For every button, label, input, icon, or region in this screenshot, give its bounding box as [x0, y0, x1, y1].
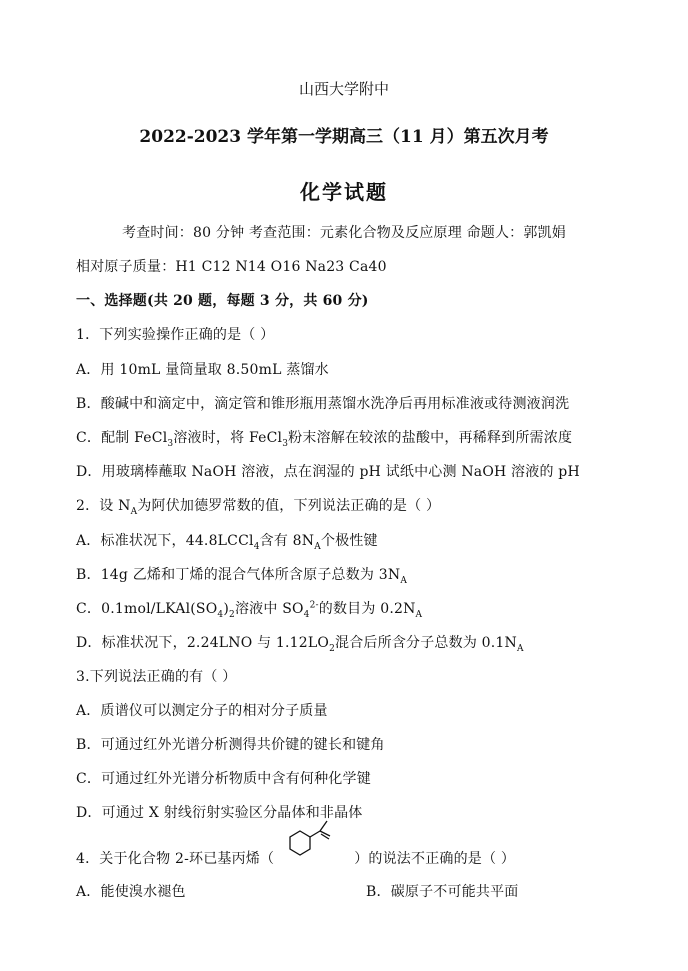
q2-stem-text-2: 为阿伏加德罗常数的值，下列说法正确的是（ ） [137, 498, 441, 514]
subscript: A [130, 506, 138, 517]
q2-a-text-3: 个极性键 [320, 533, 378, 549]
subscript: A [415, 609, 423, 620]
q2-c-text-1: C．0.1mol/LKAl(SO [76, 601, 218, 617]
subscript: 3 [282, 438, 289, 449]
exam-title: 2022-2023 学年第一学期高三（11 月）第五次月考 [139, 127, 549, 147]
subscript: 2 [329, 643, 336, 654]
q1-option-b: B．酸碱中和滴定中，滴定管和锥形瓶用蒸馏水洗净后再用标准液或待测液润洗 [76, 396, 570, 412]
q2-option-a [76, 530, 378, 552]
q2-stem [76, 495, 440, 517]
q2-c-text-3: 溶液中 SO [234, 601, 304, 617]
q2-option-c [76, 598, 422, 620]
q1-c-text-3: 粉末溶解在较浓的盐酸中，再稀释到所需浓度 [288, 430, 573, 446]
subject-title: 化学试题 [300, 180, 388, 204]
subscript: A [314, 541, 321, 552]
exam-info: 考查时间：80 分钟 考查范围：元素化合物及反应原理 命题人：郭凯娟 [122, 225, 566, 241]
school-name: 山西大学附中 [298, 80, 389, 98]
q1-c-text-1: C．配制 FeCl [76, 430, 168, 446]
q3-option-d: D．可通过 X 射线衍射实验区分晶体和非晶体 [76, 805, 363, 821]
q2-stem-text-1: 2．设 N [76, 498, 131, 514]
q2-b-text: B．14g 乙烯和丁烯的混合气体所含原子总数为 3N [76, 567, 401, 583]
subscript: 2 [229, 609, 235, 620]
q4-stem-text-2: ）的说法不正确的是（ ） [354, 851, 516, 867]
q3-option-a: A．质谱仪可以测定分子的相对分子质量 [76, 703, 328, 719]
q1-c-text-2: 溶液时，将 FeCl [173, 430, 283, 446]
q1-stem: 1．下列实验操作正确的是（ ） [76, 327, 275, 343]
q2-d-text-2: 混合后所含分子总数为 0.1N [335, 635, 517, 651]
subscript: 4 [253, 541, 260, 552]
subscript: 4 [303, 609, 310, 620]
q1-option-a: A．用 10mL 量筒量取 8.50mL 蒸馏水 [76, 362, 329, 378]
subscript: 4 [217, 609, 224, 620]
q4-stem-text-1: 4．关于化合物 2-环已基丙烯（ [76, 851, 275, 867]
q3-option-c: C．可通过红外光谱分析物质中含有何种化学键 [76, 771, 371, 787]
q3-stem: 3.下列说法正确的有（ ） [76, 669, 237, 685]
subscript: 3 [167, 438, 174, 449]
q1-option-c [76, 427, 572, 449]
q4-option-a: A．能使溴水褪色 [76, 884, 186, 900]
q2-option-d [76, 632, 524, 654]
q2-option-b [76, 564, 407, 586]
q2-a-text-2: 含有 8N [259, 533, 315, 549]
atomic-masses: 相对原子质量：H1 C12 N14 O16 Na23 Ca40 [76, 259, 387, 275]
cyclohexyl-propene-structure-icon [278, 817, 348, 867]
q1-option-d: D．用玻璃棒蘸取 NaOH 溶液，点在润湿的 pH 试纸中心测 NaOH 溶液的 pH [76, 464, 580, 480]
superscript: 2- [309, 600, 319, 611]
q3-option-b: B．可通过红外光谱分析测得共价键的键长和键角 [76, 737, 385, 753]
q2-c-text-2: ) [223, 601, 229, 617]
q2-c-text-4: 的数目为 0.2N [318, 601, 416, 617]
q4-option-b: B．碳原子不可能共平面 [366, 884, 519, 900]
subscript: A [516, 643, 524, 654]
q2-a-text-1: A．标准状况下，44.8LCCl [76, 533, 254, 549]
subscript: A [400, 575, 408, 586]
section-title: 一、选择题(共 20 题，每题 3 分，共 60 分) [76, 293, 369, 309]
q2-d-text-1: D．标准状况下，2.24LNO 与 1.12LO [76, 635, 330, 651]
